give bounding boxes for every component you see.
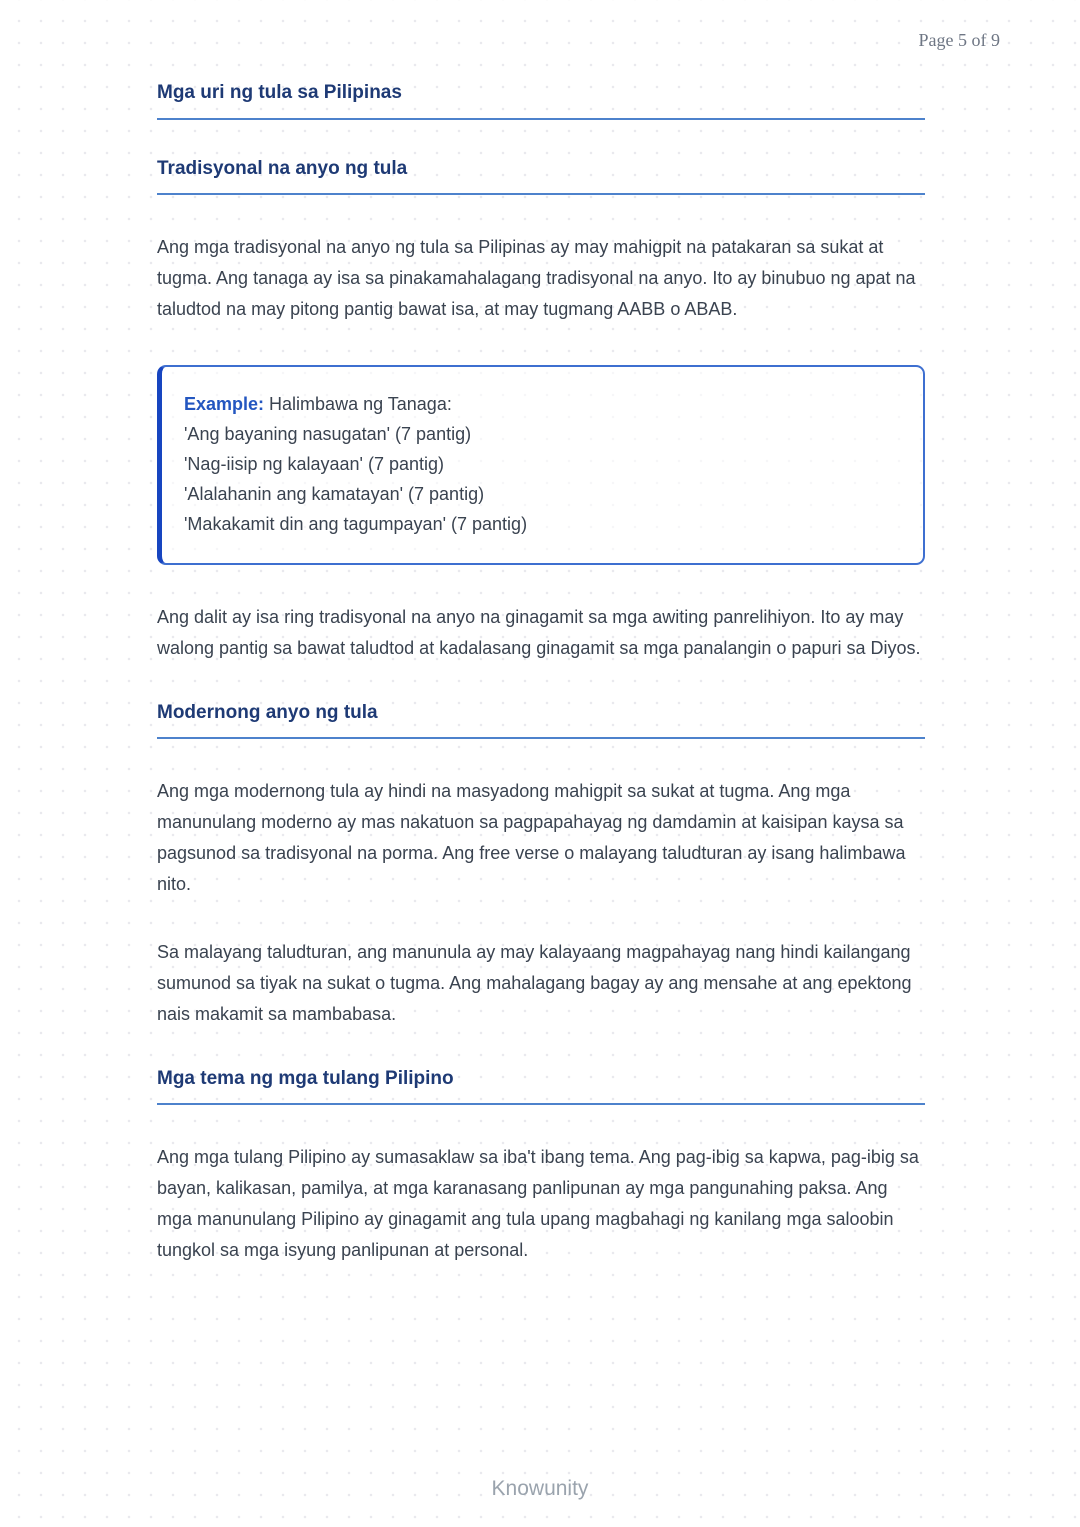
example-verse-line: 'Nag-iisip ng kalayaan' (7 pantig) [184,454,445,474]
section-heading-tema: Mga tema ng mga tulang Pilipino [157,1068,925,1105]
paragraph-tradisyonal-2: Ang dalit ay isa ring tradisyonal na anyo na ginagamit sa mga awiting panrelihiyon. Ito ay may walong pantig sa bawat taludtod at kadalasang ginagamit sa mga panalangin o papuri sa Diyos. [157,607,921,658]
paragraph-moderno-2: Sa malayang taludturan, ang manunula ay may kalayaang magpahayag nang hindi kailangang sumunod sa tiyak na sukat o tugma. Ang mahalagang bagay ay ang mensahe at ang epektong nais makamit sa mambabasa. [157,942,912,1024]
paragraph-tradisyonal-1: Ang mga tradisyonal na anyo ng tula sa Pilipinas ay may mahigpit na patakaran sa sukat at tugma. Ang tanaga ay isa sa pinakamahalagang tradisyonal na anyo. Ito ay binubuo ng apat na taludtod na may pitong pantig bawat isa, at may tugmang AABB o ABAB. [157,237,916,319]
section-heading-moderno: Modernong anyo ng tula [157,702,925,739]
example-verse-line: 'Alalahanin ang kamatayan' (7 pantig) [184,484,485,504]
document-body [157,0,925,1266]
page-number-indicator: Page 5 of 9 [918,30,1000,50]
example-callout-box [157,365,925,565]
example-label: Example: [184,394,265,414]
paragraph-moderno-1: Ang mga modernong tula ay hindi na masyadong mahigpit sa sukat at tugma. Ang mga manunulang moderno ay mas nakatuon sa pagpapahayag ng damdamin at kaisipan kaysa sa pagsunod sa tradisyonal na porma. Ang free verse o malayang taludturan ay isang halimbawa nito. [157,781,906,894]
example-intro-line [184,389,899,419]
paragraph-tema-1: Ang mga tulang Pilipino ay sumasaklaw sa iba't ibang tema. Ang pag-ibig sa kapwa, pag-ibig sa bayan, kalikasan, pamilya, at mga karanasang panlipunan ay mga pangunahing paksa. Ang mga manunulang Pilipino ay ginagamit ang tula upang magbahagi ng kanilang mga saloobin tungkol sa mga isyung panlipunan at personal. [157,1147,919,1260]
section-heading-tradisyonal: Tradisyonal na anyo ng tula [157,158,925,195]
document-title: Mga uri ng tula sa Pilipinas [157,82,925,120]
example-verse-line: 'Makakamit din ang tagumpayan' (7 pantig) [184,514,528,534]
example-verse-line: 'Ang bayaning nasugatan' (7 pantig) [184,424,472,444]
example-intro-text: Halimbawa ng Tanaga: [264,394,452,414]
knowunity-watermark: Knowunity [491,1477,589,1500]
